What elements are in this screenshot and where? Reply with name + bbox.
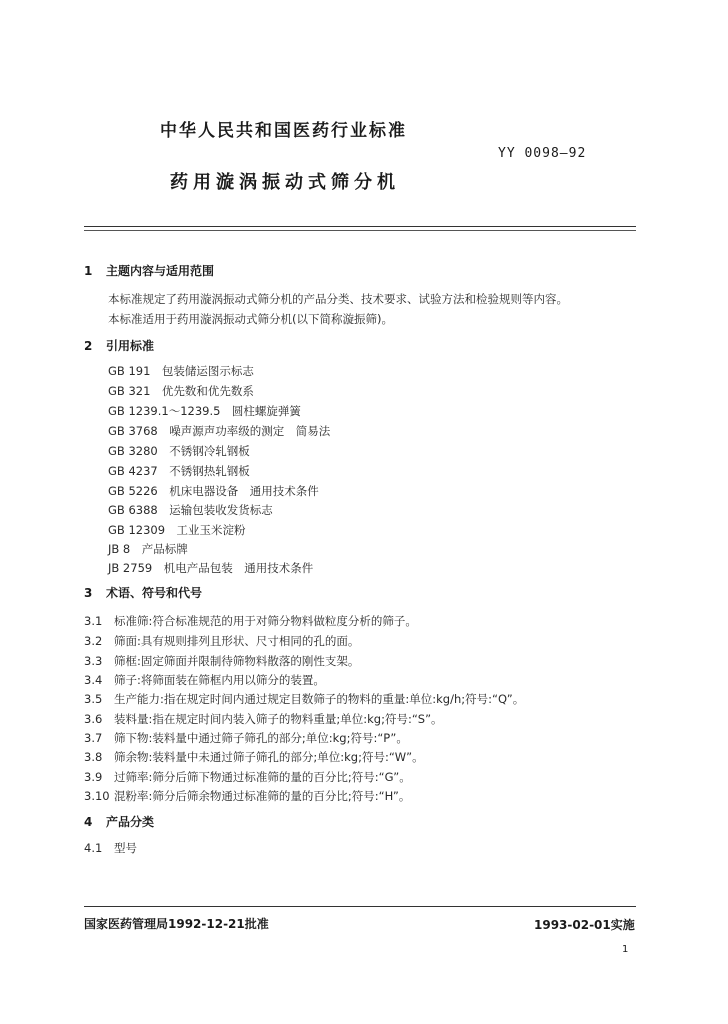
term-text: 筛面:具有规则排列且形状、尺寸相同的孔的面。	[114, 634, 360, 648]
reference-item: GB 5226 机床电器设备 通用技术条件	[108, 484, 319, 498]
issuing-organization: 中华人民共和国医药行业标准	[160, 121, 407, 141]
term-number: 3.10	[84, 789, 110, 803]
term-number: 3.9	[84, 770, 103, 784]
term-number: 3.1	[84, 614, 103, 628]
section-title: 主题内容与适用范围	[106, 264, 215, 278]
section-number: 4	[84, 815, 93, 829]
section-3-heading	[84, 584, 202, 601]
term-number: 3.5	[84, 692, 103, 706]
term-item	[84, 769, 411, 785]
term-item	[84, 653, 359, 669]
term-number: 3.7	[84, 731, 103, 745]
term-item	[84, 711, 443, 727]
footer-rule	[84, 906, 636, 907]
reference-item: GB 3280 不锈钢冷轧钢板	[108, 444, 250, 458]
term-text: 装料量:指在规定时间内装入筛子的物料重量;单位:kg;符号:“S”。	[114, 712, 443, 726]
term-text: 筛框:固定筛面并限制待筛物料散落的刚性支架。	[114, 654, 360, 668]
term-number: 3.2	[84, 634, 103, 648]
standard-code: YY 0098—92	[498, 146, 587, 161]
reference-item: JB 8 产品标牌	[108, 542, 188, 556]
section-number: 1	[84, 264, 93, 278]
term-text: 筛子:将筛面装在筛框内用以筛分的装置。	[114, 673, 325, 687]
section-1-heading	[84, 262, 214, 279]
reference-item: JB 2759 机电产品包装 通用技术条件	[108, 561, 314, 575]
term-text: 生产能力:指在规定时间内通过规定目数筛子的物料的重量:单位:kg/h;符号:“Q”。	[114, 692, 525, 706]
header-rule	[84, 226, 636, 227]
term-item	[84, 691, 524, 707]
term-item	[84, 672, 325, 688]
term-item	[84, 788, 410, 804]
term-number: 3.6	[84, 712, 103, 726]
subsection-item	[84, 840, 137, 856]
section-title: 产品分类	[106, 815, 155, 829]
term-item	[84, 613, 417, 629]
paragraph: 本标准适用于药用漩涡振动式筛分机(以下简称漩振筛)。	[108, 312, 393, 326]
section-number: 3	[84, 586, 93, 600]
document-title: 药用漩涡振动式筛分机	[170, 172, 400, 193]
term-item	[84, 730, 408, 746]
reference-item: GB 4237 不锈钢热轧钢板	[108, 464, 250, 478]
term-text: 过筛率:筛分后筛下物通过标准筛的量的百分比;符号:“G”。	[114, 770, 411, 784]
reference-item: GB 12309 工业玉米淀粉	[108, 523, 246, 537]
term-number: 3.4	[84, 673, 103, 687]
page-number: 1	[622, 944, 629, 955]
term-item	[84, 749, 424, 765]
section-number: 2	[84, 339, 93, 353]
reference-item: GB 1239.1～1239.5 圆柱螺旋弹簧	[108, 404, 301, 418]
reference-item: GB 3768 噪声源声功率级的测定 简易法	[108, 424, 331, 438]
section-2-heading	[84, 337, 154, 354]
term-text: 筛下物:装料量中通过筛子筛孔的部分;单位:kg;符号:“P”。	[114, 731, 408, 745]
term-number: 3.8	[84, 750, 103, 764]
implementation-statement: 1993-02-01实施	[534, 918, 635, 932]
header-rule-thin	[84, 230, 636, 231]
subsection-text: 型号	[114, 841, 137, 855]
section-title: 术语、符号和代号	[106, 586, 203, 600]
section-title: 引用标准	[106, 339, 155, 353]
term-text: 标准筛:符合标准规范的用于对筛分物料做粒度分析的筛子。	[114, 614, 417, 628]
paragraph: 本标准规定了药用漩涡振动式筛分机的产品分类、技术要求、试验方法和检验规则等内容。	[108, 292, 568, 306]
term-number: 3.3	[84, 654, 103, 668]
term-text: 混粉率:筛分后筛余物通过标准筛的量的百分比;符号:“H”。	[114, 789, 411, 803]
reference-item: GB 191 包装储运图示标志	[108, 364, 254, 378]
reference-item: GB 6388 运输包装收发货标志	[108, 503, 273, 517]
term-text: 筛余物:装料量中未通过筛子筛孔的部分;单位:kg;符号:“W”。	[114, 750, 424, 764]
term-item	[84, 633, 359, 649]
section-4-heading	[84, 813, 154, 830]
subsection-number: 4.1	[84, 841, 103, 855]
reference-item: GB 321 优先数和优先数系	[108, 384, 254, 398]
approval-statement: 国家医药管理局1992-12-21批准	[84, 917, 269, 931]
